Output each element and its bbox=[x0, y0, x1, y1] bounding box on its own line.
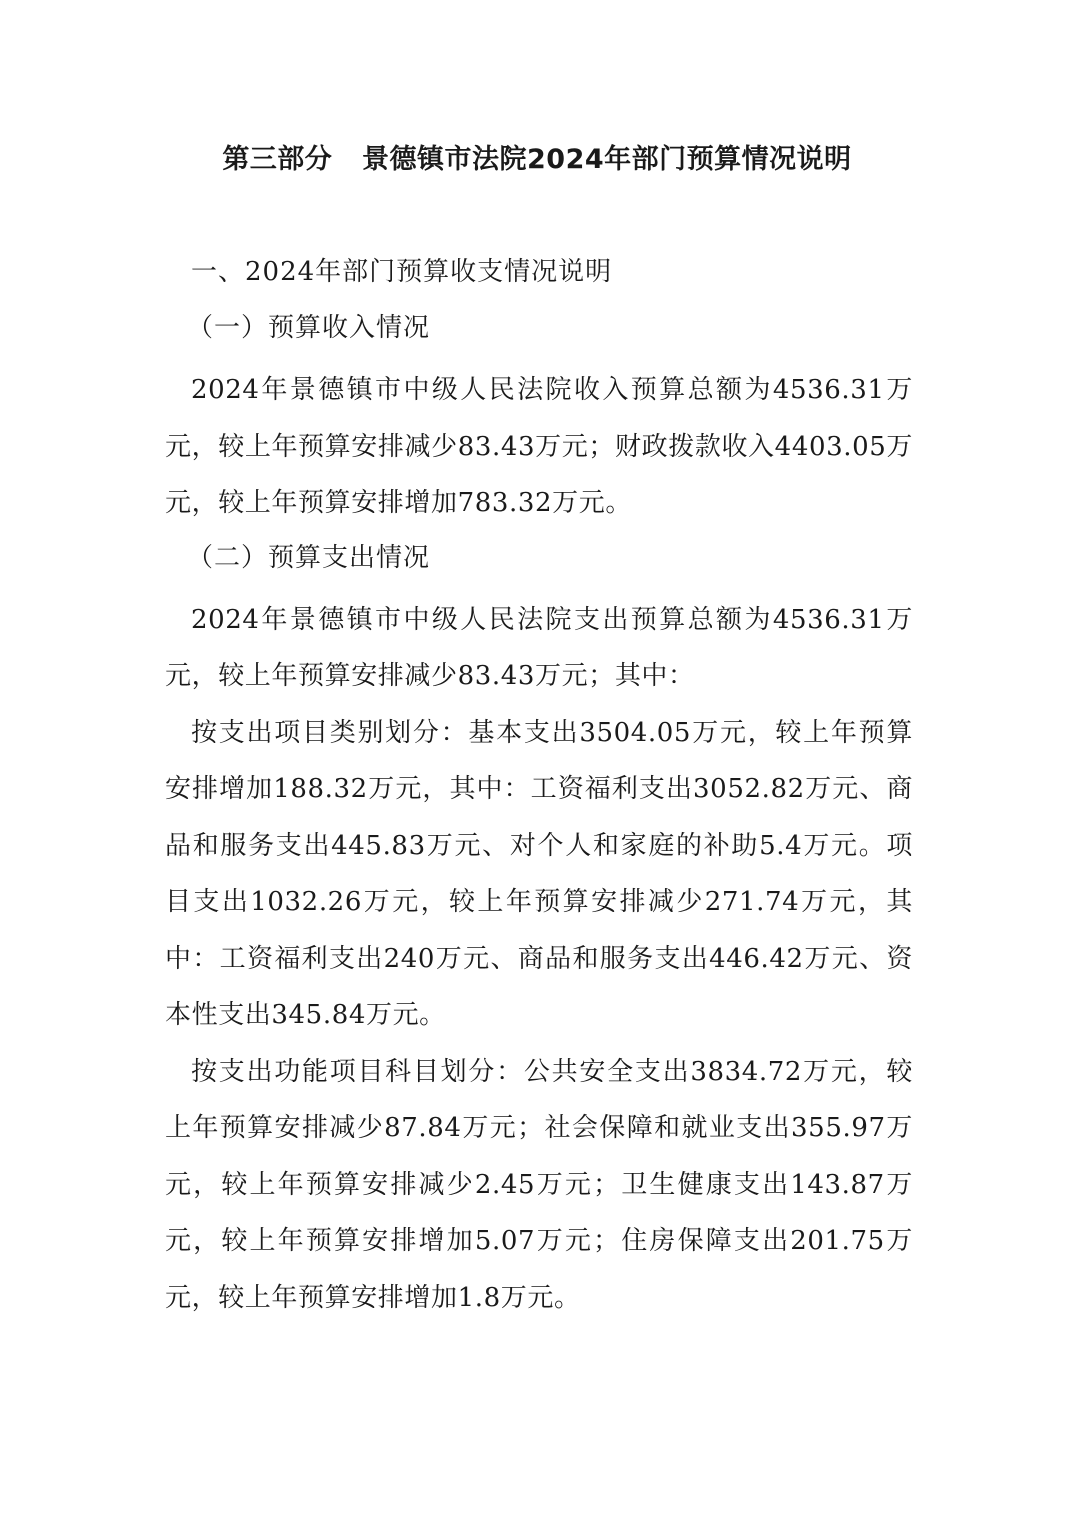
section-heading-1: 一、2024年部门预算收支情况说明 bbox=[191, 257, 613, 287]
paragraph-expenditure-by-function: 按支出功能项目科目划分：公共安全支出3834.72万元，较上年预算安排减少87.84万元；社会保障和就业支出355.97万元，较上年预算安排减少2.45万元；卫生健康支出143.87万元，较上年预算安排增加5.07万元；住房保障支出201.75万元，较上年预算安排增加1.8万元。 bbox=[165, 1056, 913, 1313]
subsection-heading-income: （一）预算收入情况 bbox=[187, 313, 431, 343]
document-title: 第三部分 景德镇市法院2024年部门预算情况说明 bbox=[222, 144, 852, 175]
document-body bbox=[165, 252, 913, 1326]
subsection-heading-expenditure: （二）预算支出情况 bbox=[187, 542, 431, 573]
paragraph-income: 2024年景德镇市中级人民法院收入预算总额为4536.31万元，较上年预算安排减少83.43万元；财政拨款收入4403.05万元，较上年预算安排增加783.32万元。 bbox=[165, 375, 913, 518]
paragraph-expenditure-total: 2024年景德镇市中级人民法院支出预算总额为4536.31万元，较上年预算安排减少83.43万元；其中： bbox=[165, 604, 913, 691]
paragraph-expenditure-by-category: 按支出项目类别划分：基本支出3504.05万元，较上年预算安排增加188.32万元，其中：工资福利支出3052.82万元、商品和服务支出445.83万元、对个人和家庭的补助5.4万元。项目支出1032.26万元，较上年预算安排减少271.74万元，其中：工资福利支出240万元、商品和服务支出446.42万元、资本性支出345.84万元。 bbox=[165, 717, 913, 1030]
